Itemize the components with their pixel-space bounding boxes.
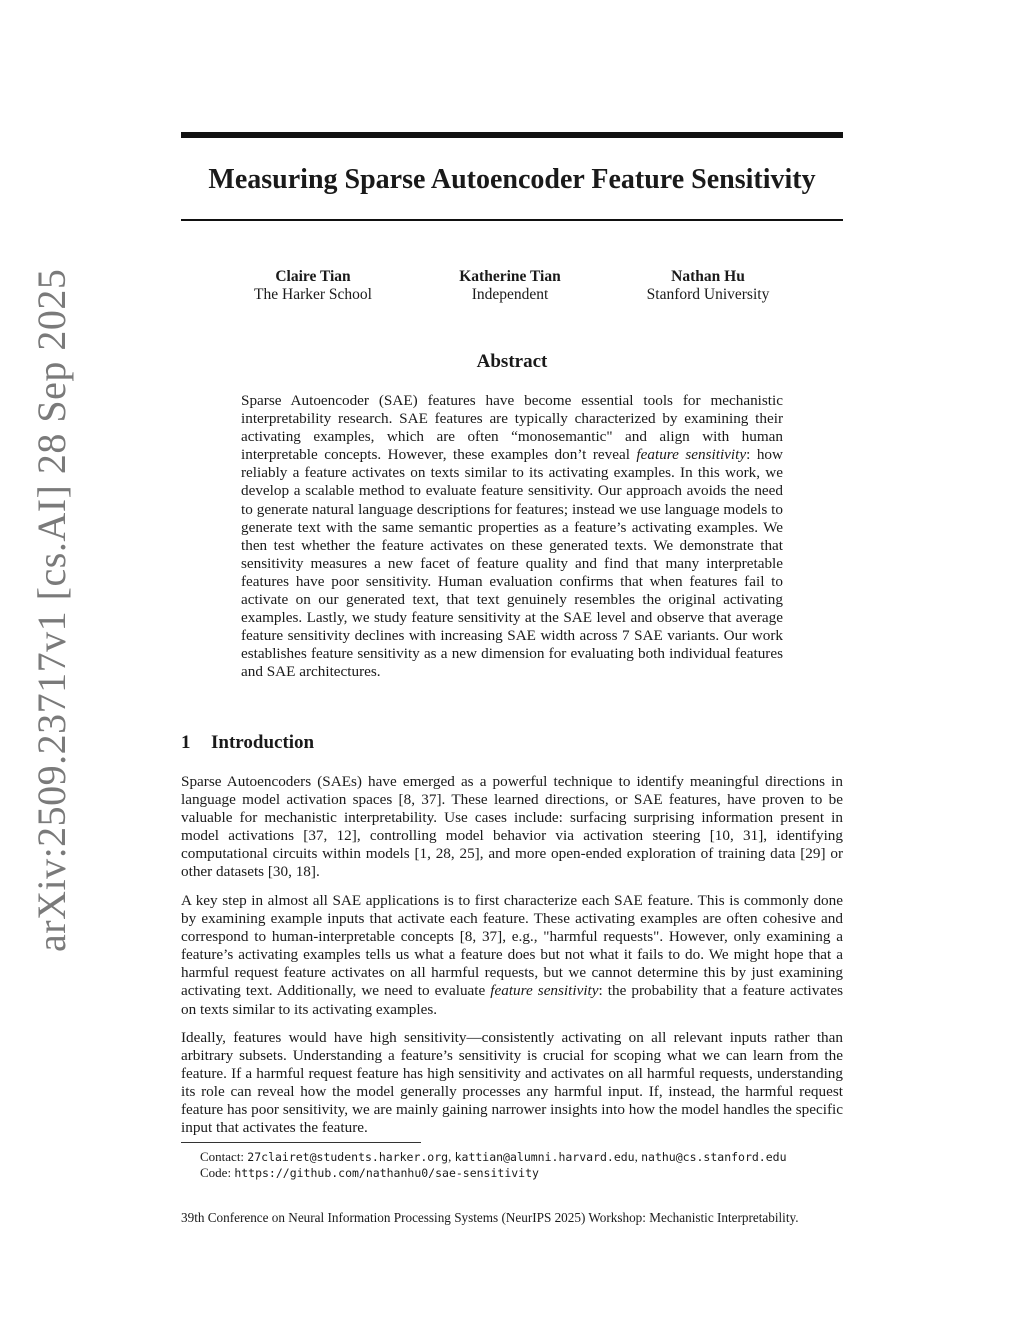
author-name: Nathan Hu xyxy=(671,268,745,285)
author-affiliation: The Harker School xyxy=(254,286,372,303)
paper-title: Measuring Sparse Autoencoder Feature Sensitivity xyxy=(208,164,816,195)
abstract-emphasis: feature sensitivity xyxy=(636,446,747,464)
footnote-code xyxy=(200,1165,539,1181)
section-number: 1 xyxy=(181,732,191,753)
author-3 xyxy=(598,268,818,304)
arxiv-identifier: arXiv:2509.23717v1 [cs.AI] 28 Sep 2025 xyxy=(29,268,74,952)
paragraph-text: A key step in almost all SAE applications is to first characterize each SAE feature. This is commonly done by examining example inputs that activate each feature. These activating examples are often cohesive and correspond to human-interpretable concepts [8, 37], e.g., "harmful requests". However, only examining a feature’s activating examples tells us what a feature does but not what it fails to do. We might hope that a harmful request feature activates on all harmful requests, but we cannot determine this by just examining activating text. Additionally, we need to evaluate xyxy=(181,892,843,1000)
author-2 xyxy=(400,268,620,304)
code-label: Code: xyxy=(200,1165,232,1180)
contact-label: Contact: xyxy=(200,1149,245,1164)
title-rule-top xyxy=(181,132,843,138)
author-1 xyxy=(203,268,423,304)
email-link[interactable]: kattian@alumni.harvard.edu xyxy=(454,1150,635,1164)
paragraph-emphasis: feature sensitivity xyxy=(490,982,599,1000)
intro-paragraph-3: Ideally, features would have high sensitivity—consistently activating on all relevant inputs rather than arbitrary subsets. Understanding a feature’s sensitivity is crucial for scoping what we can learn from the feature. If a harmful request feature has high sensitivity and activates on all harmful requests, understanding its role can reveal how the model generally processes any harmful input. If, instead, the harmful request feature has poor sensitivity, we are mainly gaining narrower insights into how the model handles the specific input that activates the feature. xyxy=(181,1029,843,1137)
title-rule-bottom xyxy=(181,219,843,221)
abstract-text: : how reliably a feature activates on texts similar to its activating examples. In this work, we develop a scalable method to evaluate feature sensitivity. Our approach avoids the need to generate natural language descriptions for features; instead we use language models to generate text with the same semantic properties as a feature’s activating examples. We then test whether the feature activates on these generated texts. We demonstrate that sensitivity measures a new facet of feature quality and find that many interpretable features have poor sensitivity. Human evaluation confirms that when features fail to activate on our generated text, that text genuinely resembles the original activating examples. Lastly, we study feature sensitivity at the SAE level and observe that average feature sensitivity declines with increasing SAE width across 7 SAE variants. Our work establishes feature sensitivity as a new dimension for evaluating both individual features and SAE architectures. xyxy=(241,446,783,681)
intro-paragraph-2 xyxy=(181,892,843,1019)
author-name: Katherine Tian xyxy=(459,268,561,285)
section-heading-introduction xyxy=(181,732,314,754)
footnote-contact: Contact: 27clairet@students.harker.org, kattian@alumni.harvard.edu, nathu@cs.stanford.edu xyxy=(200,1149,787,1164)
paragraph-text: : the probability that a feature activates on texts similar to its activating examples. xyxy=(181,982,843,1018)
abstract-text: Sparse Autoencoder (SAE) features have become essential tools for mechanistic interpretability research. SAE features are typically characterized by examining their activating examples, which are often “monosemantic" and align with human interpretable concepts. However, these examples don’t reveal xyxy=(241,392,783,464)
abstract-heading: Abstract xyxy=(476,351,548,372)
email-link[interactable]: 27clairet@students.harker.org xyxy=(247,1150,449,1164)
section-title: Introduction xyxy=(211,732,315,753)
email-link[interactable]: nathu@cs.stanford.edu xyxy=(641,1150,787,1164)
author-name: Claire Tian xyxy=(275,268,351,285)
abstract-body xyxy=(241,392,783,682)
footnote-rule xyxy=(181,1142,421,1143)
intro-paragraph-1: Sparse Autoencoders (SAEs) have emerged as a powerful technique to identify meaningful directions in language model activation spaces [8, 37]. These learned directions, or SAE features, have proven to be valuable for mechanistic interpretability. Use cases include: surfacing surprising information present in model activations [37, 12], controlling model behavior via activation steering [10, 31], identifying computational circuits within models [1, 28, 25], and more open-ended exploration of training data [29] or other datasets [30, 18]. xyxy=(181,773,843,881)
conference-note: 39th Conference on Neural Information Processing Systems (NeurIPS 2025) Workshop: Mechanistic Interpretability. xyxy=(181,1210,799,1225)
code-link[interactable]: https://github.com/nathanhu0/sae-sensitivity xyxy=(234,1166,539,1180)
author-affiliation: Stanford University xyxy=(646,286,770,303)
author-affiliation: Independent xyxy=(471,286,549,303)
